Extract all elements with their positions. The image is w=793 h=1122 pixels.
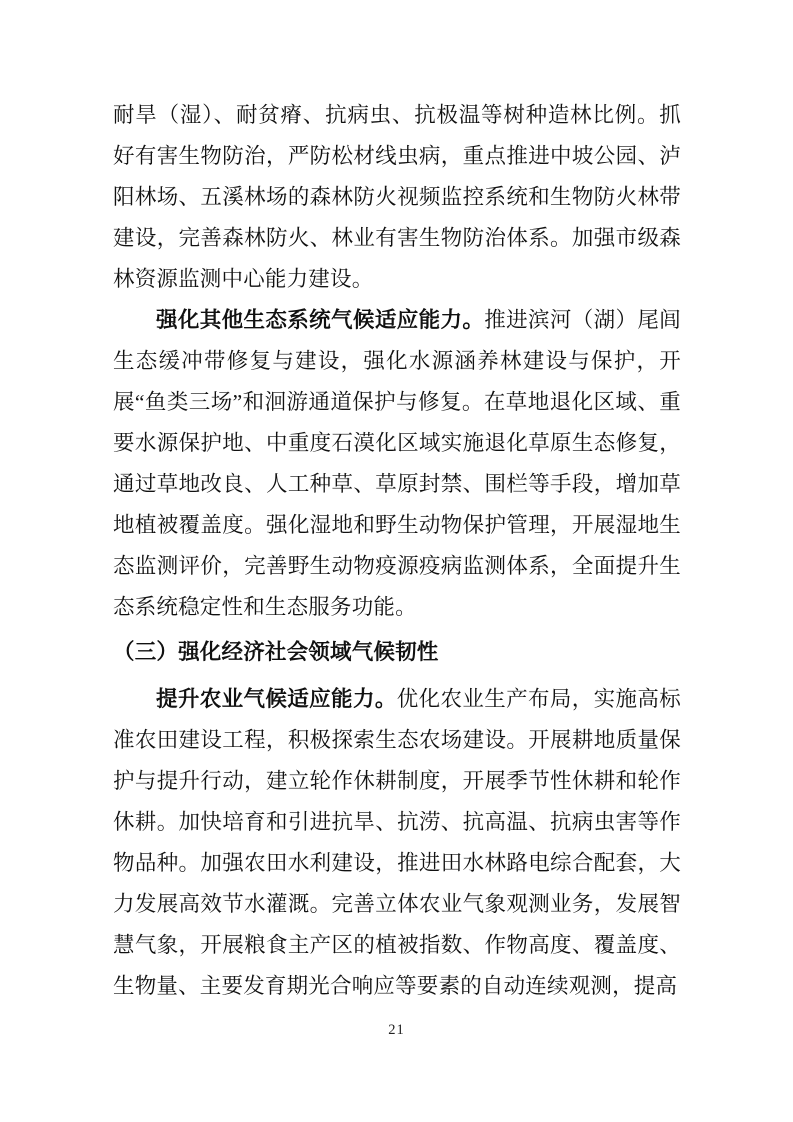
paragraph-ecosystem-text: 推进滨河（湖）尾闾生态缓冲带修复与建设，强化水源涵养林建设与保护，开展“鱼类三场”和洄游通道保护与修复。在草地退化区域、重要水源保护地、中重度石漠化区域实施退化草原生态修复，通过草地改良、人工种草、草原封禁、围栏等手段，增加草地植被覆盖度。强化湿地和野生动物保护管理，开展湿地生态监测评价，完善野生动物疫源疫病监测体系，全面提升生态系统稳定性和生态服务功能。	[113, 308, 681, 619]
section-heading: （三）强化经济社会领域气候韧性	[113, 640, 439, 664]
paragraph-agriculture-text: 优化农业生产布局，实施高标准农田建设工程，积极探索生态农场建设。开展耕地质量保护与提升行动，建立轮作休耕制度，开展季节性休耕和轮作休耕。加快培育和引进抗旱、抗涝、抗高温、抗病虫害等作物品种。加强农田水利建设，推进田水林路电综合配套，大力发展高效节水灌溉。完善立体农业气象观测业务，发展智慧气象，开展粮食主产区的植被指数、作物高度、覆盖度、生物量、主要发育期光合响应等要素的自动连续观测，提高	[113, 687, 682, 998]
page-content	[113, 95, 681, 1007]
paragraph-forest-continuation	[113, 95, 681, 300]
paragraph-forest-text: 耐旱（湿）、耐贫瘠、抗病虫、抗极温等树种造林比例。抓好有害生物防治，严防松材线虫病，重点推进中坡公园、泸阳林场、五溪林场的森林防火视频监控系统和生物防火林带建设，完善森林防火、林业有害生物防治体系。加强市级森林资源监测中心能力建设。	[113, 103, 681, 291]
paragraph-agriculture-lead: 提升农业气候适应能力。	[156, 687, 397, 711]
page-number: 21	[388, 1022, 405, 1038]
paragraph-ecosystem-lead: 强化其他生态系统气候适应能力。	[156, 308, 485, 332]
paragraph-ecosystem	[113, 300, 681, 628]
paragraph-agriculture	[113, 679, 681, 1007]
